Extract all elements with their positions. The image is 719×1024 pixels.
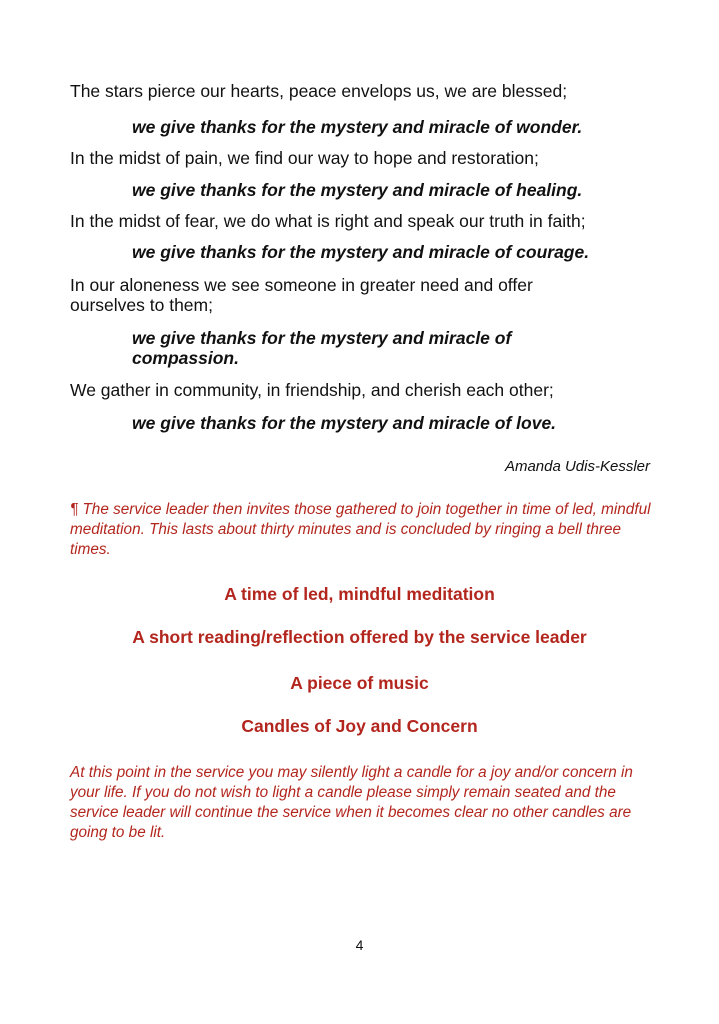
litany-response-1: we give thanks for the mystery and miracle of wonder. xyxy=(132,117,583,137)
litany-response-3: we give thanks for the mystery and miracle of courage. xyxy=(132,242,590,262)
litany-response-2: we give thanks for the mystery and miracle of healing. xyxy=(132,180,583,200)
meditation-instruction: ¶ The service leader then invites those gathered to join together in time of led, mindful meditation. This lasts about thirty minutes and is concluded by ringing a bell three times. xyxy=(70,501,651,558)
candles-instruction: At this point in the service you may silently light a candle for a joy and/or concern in your life. If you do not wish to light a candle please simply remain seated and the service leader will continue the service when it becomes clear no other candles are going to be lit. xyxy=(70,764,633,841)
heading-candles: Candles of Joy and Concern xyxy=(241,716,478,736)
litany-response-5: we give thanks for the mystery and miracle of love. xyxy=(132,413,557,433)
litany-line-3: In the midst of fear, we do what is right and speak our truth in faith; xyxy=(70,211,586,231)
heading-meditation: A time of led, mindful meditation xyxy=(224,584,495,604)
litany-response-4a: we give thanks for the mystery and miracle of xyxy=(132,328,512,348)
litany-line-2: In the midst of pain, we find our way to hope and restoration; xyxy=(70,148,539,168)
heading-reading: A short reading/reflection offered by the service leader xyxy=(132,627,587,647)
author-attribution: Amanda Udis-Kessler xyxy=(504,458,650,475)
litany-line-4a: In our aloneness we see someone in greater need and offer xyxy=(70,275,533,295)
litany-line-5: We gather in community, in friendship, and cherish each other; xyxy=(70,380,554,400)
litany-line-1: The stars pierce our hearts, peace envelops us, we are blessed; xyxy=(70,81,568,101)
litany-line-4b: ourselves to them; xyxy=(70,295,213,315)
page-number: 4 xyxy=(355,937,364,953)
litany-response-4b: compassion. xyxy=(132,348,239,368)
heading-music: A piece of music xyxy=(290,673,429,693)
